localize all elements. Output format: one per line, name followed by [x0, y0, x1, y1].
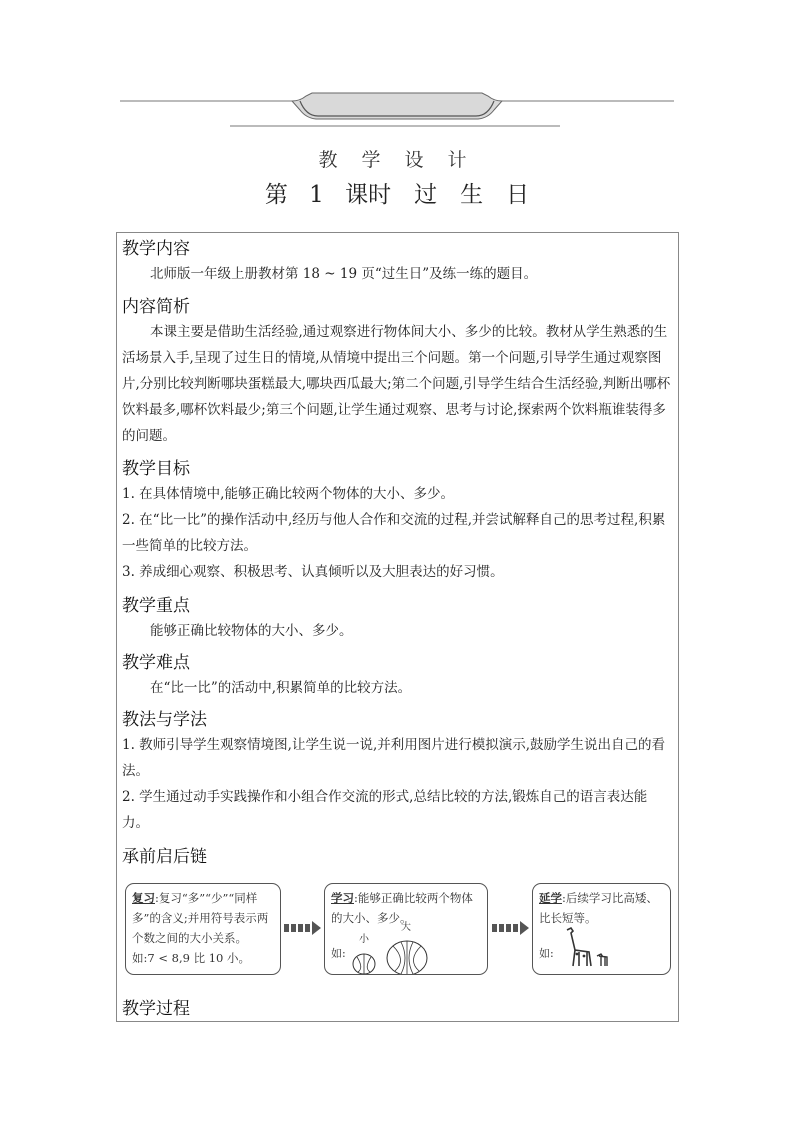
section-key-points: [122, 594, 674, 644]
knowledge-chain-flow: [122, 883, 674, 983]
learn-label: 学习: [331, 891, 354, 905]
extend-label: 延学: [539, 891, 562, 905]
big-label: 大: [401, 922, 411, 933]
section-title: 教学难点: [122, 653, 190, 673]
section-teaching-content: [122, 237, 674, 287]
lesson-content-box: [116, 232, 679, 1022]
review-example: 如:7 < 8,9 比 10 小。: [132, 951, 251, 965]
section-difficulties: [122, 651, 674, 701]
section-teaching-goals: [122, 457, 674, 585]
section-process: [122, 997, 674, 1021]
section-text: 在“比一比”的活动中,积累简单的比较方法。: [150, 680, 412, 696]
giraffe-icon: [561, 926, 611, 972]
section-title: 内容简析: [122, 297, 190, 317]
goal-item: 2. 在“比一比”的操作活动中,经历与他人合作和交流的过程,并尝试解释自己的思考过程,积累一些简单的比较方法。: [122, 512, 666, 554]
section-title: 教学过程: [122, 999, 190, 1019]
doc-subtitle: 教 学 设 计: [318, 149, 476, 171]
section-text: 北师版一年级上册教材第 18 ~ 19 页“过生日”及练一练的题目。: [150, 266, 538, 282]
section-chain: [122, 845, 674, 869]
section-methods: [122, 708, 674, 836]
section-text: 能够正确比较物体的大小、多少。: [150, 623, 353, 639]
learn-example-prefix: 如:: [331, 947, 346, 960]
arrow-right-icon: [492, 921, 530, 935]
small-label: 小: [359, 934, 369, 945]
review-text: :复习“多”“少”“同样多”的含义;并用符号表示两个数之间的大小关系。: [132, 891, 269, 945]
lesson-title: 第 1 课时 过 生 日: [264, 182, 530, 208]
section-title: 承前启后链: [122, 847, 207, 867]
learn-box: [324, 883, 488, 975]
section-title: 教学目标: [122, 459, 190, 479]
section-title: 教学重点: [122, 596, 190, 616]
section-text: 本课主要是借助生活经验,通过观察进行物体间大小、多少的比较。教材从学生熟悉的生活场景入手,呈现了过生日的情境,从情境中提出三个问题。第一个问题,引导学生通过观察图片,分别比较判断哪块蛋糕最大,哪块西瓜最大;第二个问题,引导学生结合生活经验,判断出哪杯饮料最多,哪杯饮料最少;第三个问题,让学生通过观察、思考与讨论,探索两个饮料瓶谁装得多的问题。: [122, 324, 671, 444]
learn-text: :能够正确比较两个物体的大小、多少。: [331, 891, 473, 925]
section-content-summary: [122, 295, 674, 449]
extend-text: :后续学习比高矮、比长短等。: [539, 891, 658, 925]
method-item: 2. 学生通过动手实践操作和小组合作交流的形式,总结比较的方法,锻炼自己的语言表达能力。: [122, 789, 648, 831]
review-box: [125, 883, 281, 975]
review-label: 复习: [132, 891, 155, 905]
watermelon-icon: [351, 938, 441, 975]
section-title: 教法与学法: [122, 710, 207, 730]
extend-example-prefix: 如:: [539, 947, 554, 960]
goal-item: 1. 在具体情境中,能够正确比较两个物体的大小、多少。: [122, 486, 454, 502]
section-title: 教学内容: [122, 239, 190, 259]
header-decoration: [0, 0, 794, 150]
extend-box: [532, 883, 671, 975]
arrow-right-icon: [284, 921, 322, 935]
goal-item: 3. 养成细心观察、积极思考、认真倾听以及大胆表达的好习惯。: [122, 564, 504, 580]
method-item: 1. 教师引导学生观察情境图,让学生说一说,并利用图片进行模拟演示,鼓励学生说出自己的看法。: [122, 737, 666, 779]
